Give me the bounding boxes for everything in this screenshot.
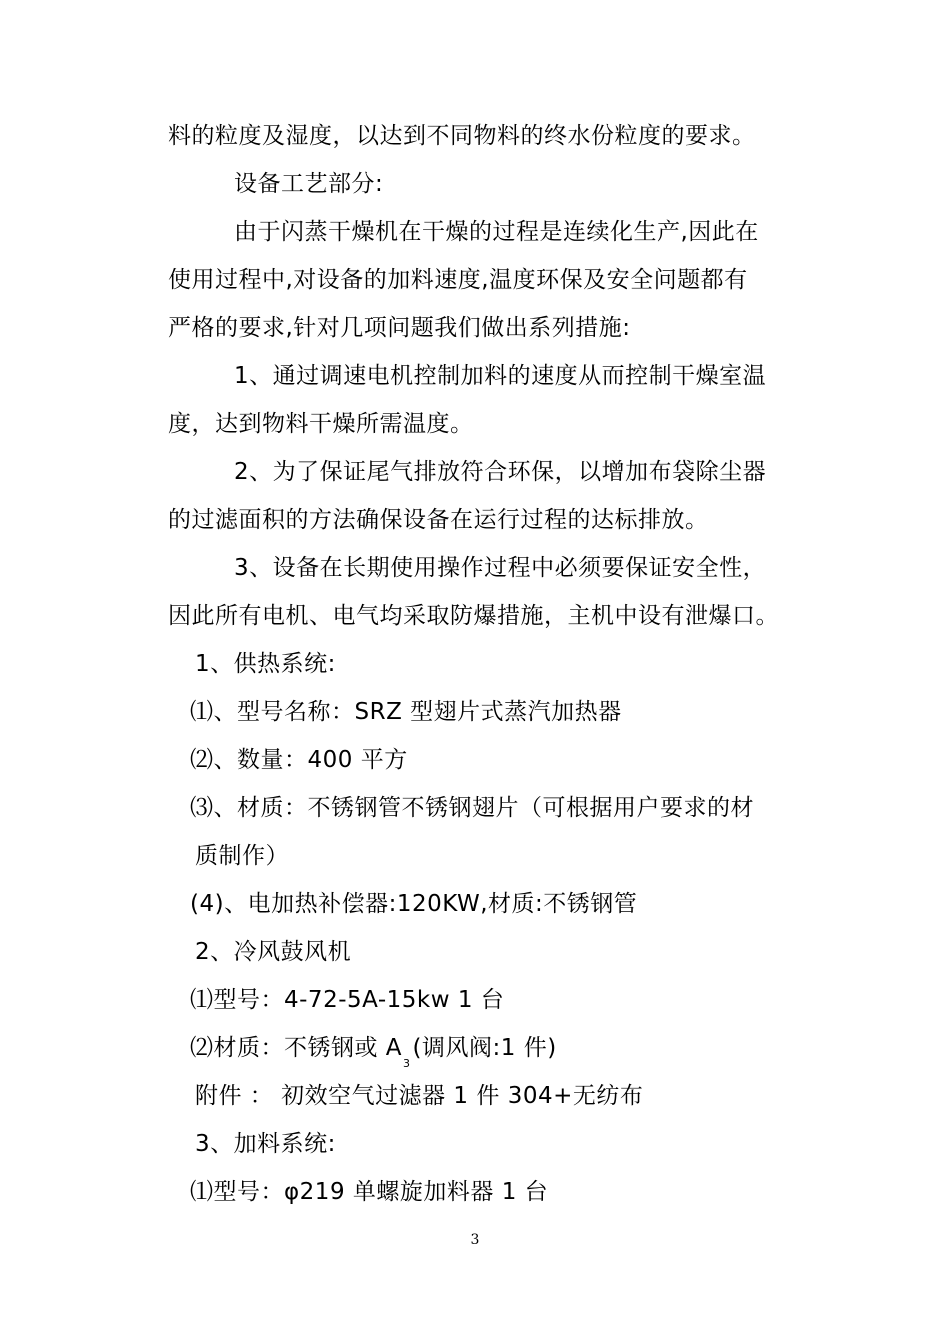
paragraph-line: 的过滤面积的方法确保设备在运行过程的达标排放。 [168,507,709,533]
spec-line: (4)、电加热补偿器:120KW,材质:不锈钢管 [190,891,638,917]
spec-line: ⑶、材质：不锈钢管不锈钢翅片（可根据用户要求的材 [190,795,754,821]
paragraph-line: 由于闪蒸干燥机在干燥的过程是连续化生产,因此在 [234,219,759,245]
spec-line: ⑵、数量：400 平方 [190,747,408,773]
section-heading: 设备工艺部分: [234,171,384,197]
spec-line: 质制作） [195,843,289,869]
section-heading: 1、供热系统: [195,651,336,677]
paragraph-line: 严格的要求,针对几项问题我们做出系列措施: [168,315,631,341]
paragraph-line: 1、通过调速电机控制加料的速度从而控制干燥室温 [234,363,767,389]
spec-line [190,1032,557,1080]
spec-text: (调风阀:1 件) [412,1035,557,1061]
paragraph-line: 3、设备在长期使用操作过程中必须要保证安全性， [234,555,767,581]
spec-text: ⑵材质：不锈钢或 A [190,1035,403,1061]
spec-line: ⑴型号：φ219 单螺旋加料器 1 台 [190,1179,549,1205]
paragraph-line: 因此所有电机、电气均采取防爆措施，主机中设有泄爆口。 [168,603,779,629]
page-number: 3 [470,1232,480,1248]
paragraph-line: 料的粒度及湿度，以达到不同物料的终水份粒度的要求。 [168,123,756,149]
subscript: 3 [403,1057,411,1070]
paragraph-line: 2、为了保证尾气排放符合环保，以增加布袋除尘器 [234,459,767,485]
spec-line: ⑴、型号名称：SRZ 型翅片式蒸汽加热器 [190,699,622,725]
spec-line: 附件 ： 初效空气过滤器 1 件 304+无纺布 [195,1083,644,1109]
section-heading: 3、加料系统: [195,1131,336,1157]
spec-line: ⑴型号：4-72-5A-15kw 1 台 [190,987,505,1013]
paragraph-line: 使用过程中,对设备的加料速度,温度环保及安全问题都有 [168,267,748,293]
paragraph-line: 度，达到物料干燥所需温度。 [168,411,474,437]
section-heading: 2、冷风鼓风机 [195,939,352,965]
